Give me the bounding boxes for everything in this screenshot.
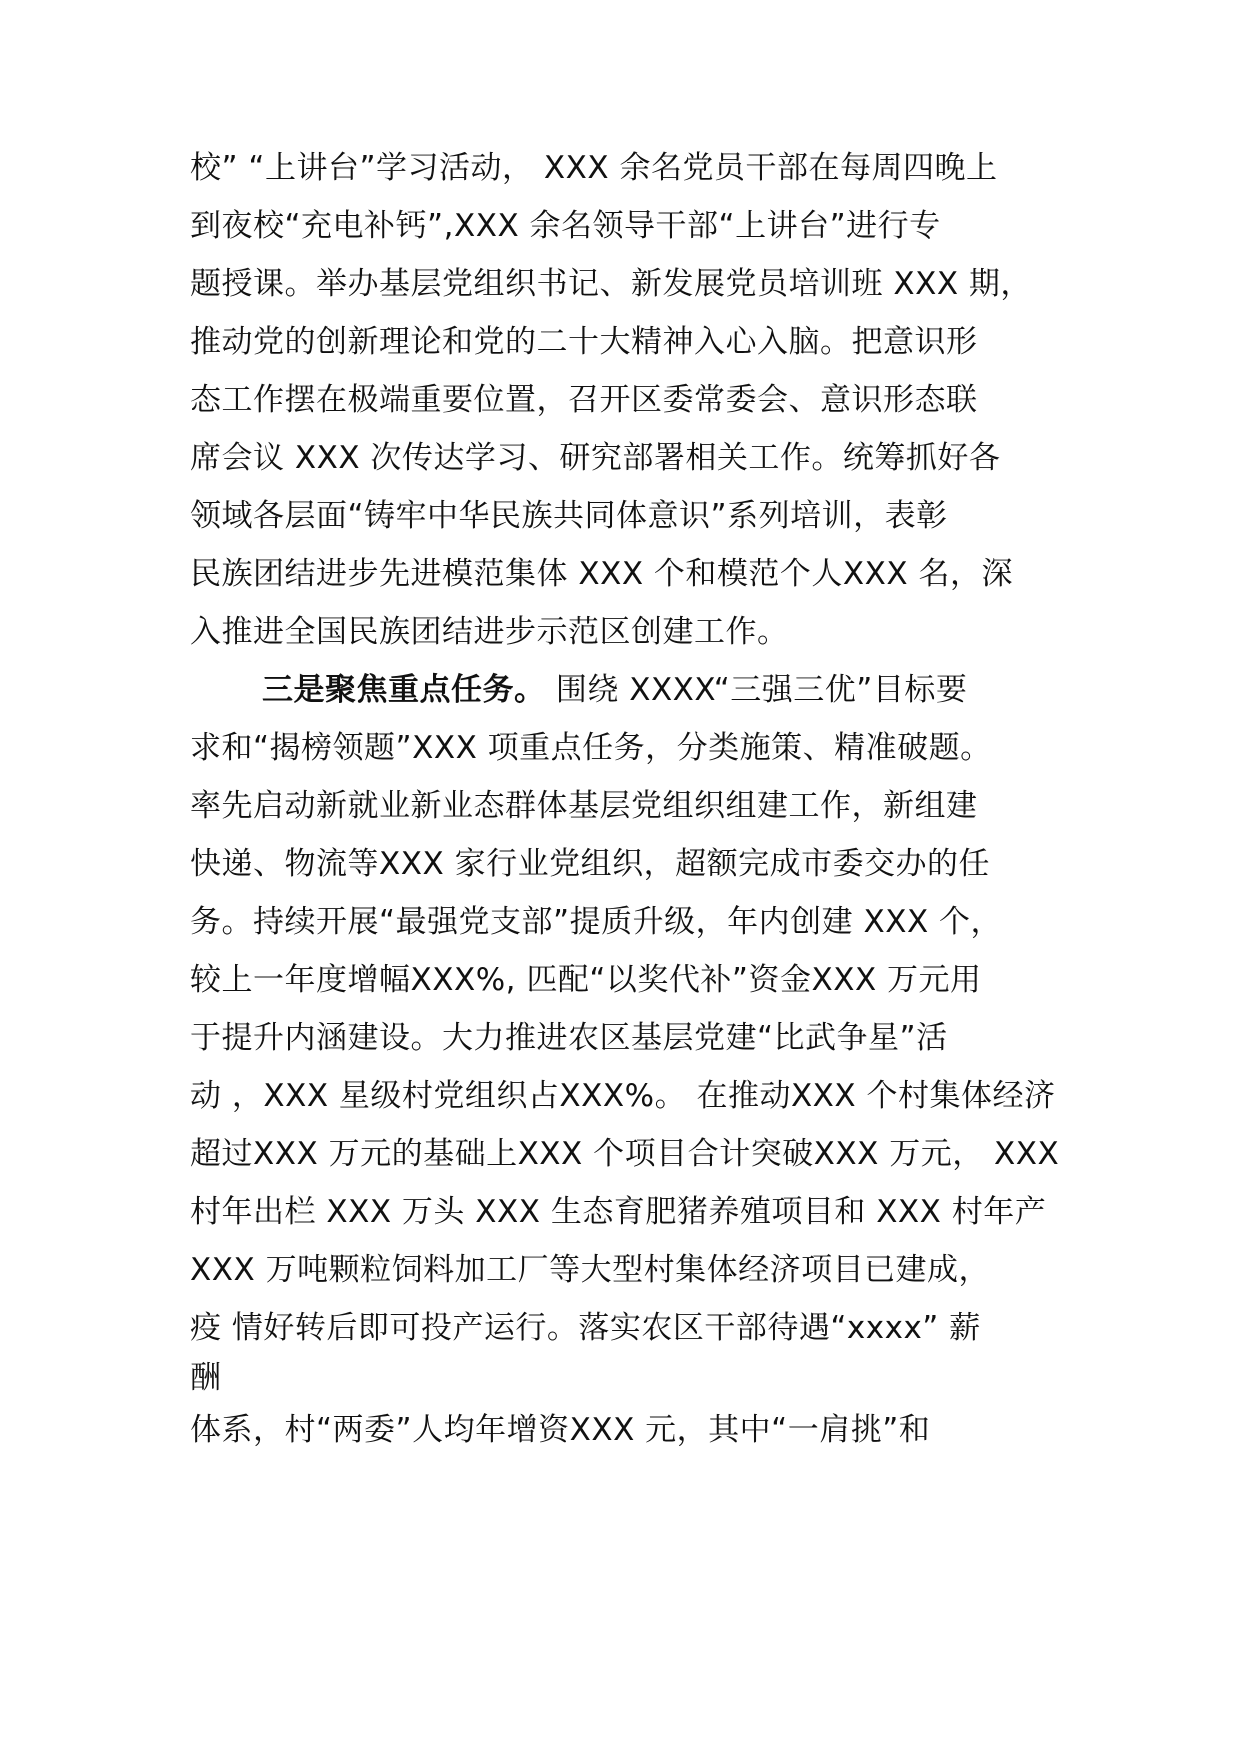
text-line: 快递、物流等XXX 家行业党组织，超额完成市委交办的任 xyxy=(190,846,991,882)
text-line: 超过XXX 万元的基础上XXX 个项目合计突破XXX 万元， XXX xyxy=(190,1136,1060,1172)
section-heading: 三是聚焦重点任务。 xyxy=(262,672,546,708)
text-line: 疫 情好转后即可投产运行。落实农区干部待遇“xxxx” 薪 xyxy=(190,1310,981,1346)
text-line: 酬 xyxy=(190,1360,222,1396)
text-line: 席会议 XXX 次传达学习、研究部署相关工作。统筹抓好各 xyxy=(190,440,1001,476)
text-line: 到夜校“充电补钙”,XXX 余名领导干部“上讲台”进行专 xyxy=(190,208,941,244)
text-line: 态工作摆在极端重要位置，召开区委常委会、意识形态联 xyxy=(190,382,978,418)
text-line: 求和“揭榜领题”XXX 项重点任务，分类施策、精准破题。 xyxy=(190,730,992,766)
text-line: 领域各层面“铸牢中华民族共同体意识”系列培训，表彰 xyxy=(190,498,948,534)
text-line: 较上一年度增幅XXX%, 匹配“以奖代补”资金XXX 万元用 xyxy=(190,962,982,998)
text-line: 动 ，XXX 星级村党组织占XXX%。 在推动XXX 个村集体经济 xyxy=(190,1078,1056,1114)
text-line: 率先启动新就业新业态群体基层党组织组建工作，新组建 xyxy=(190,788,978,824)
text-line: 体系，村“两委”人均年增资XXX 元，其中“一肩挑”和 xyxy=(190,1412,931,1448)
text-line: 推动党的创新理论和党的二十大精神入心入脑。把意识形 xyxy=(190,324,978,360)
text-line: 于提升内涵建设。大力推进农区基层党建“比武争星”活 xyxy=(190,1020,948,1056)
text-line: XXX 万吨颗粒饲料加工厂等大型村集体经济项目已建成， xyxy=(190,1252,991,1288)
text-line: 校” “上讲台”学习活动， XXX 余名党员干部在每周四晚上 xyxy=(190,150,998,186)
text-line: 入推进全国民族团结进步示范区创建工作。 xyxy=(190,614,789,650)
text-line: 民族团结进步先进模范集体 XXX 个和模范个人XXX 名，深 xyxy=(190,556,1013,592)
text-line: 村年出栏 XXX 万头 XXX 生态育肥猪养殖项目和 XXX 村年产 xyxy=(190,1194,1047,1230)
text-span: 围绕 XXXX“三强三优”目标要 xyxy=(545,672,968,708)
section-heading-line xyxy=(262,670,967,710)
text-line: 题授课。举办基层党组织书记、新发展党员培训班 XXX 期， xyxy=(190,266,1032,302)
text-line: 务。持续开展“最强党支部”提质升级，年内创建 XXX 个， xyxy=(190,904,1003,940)
